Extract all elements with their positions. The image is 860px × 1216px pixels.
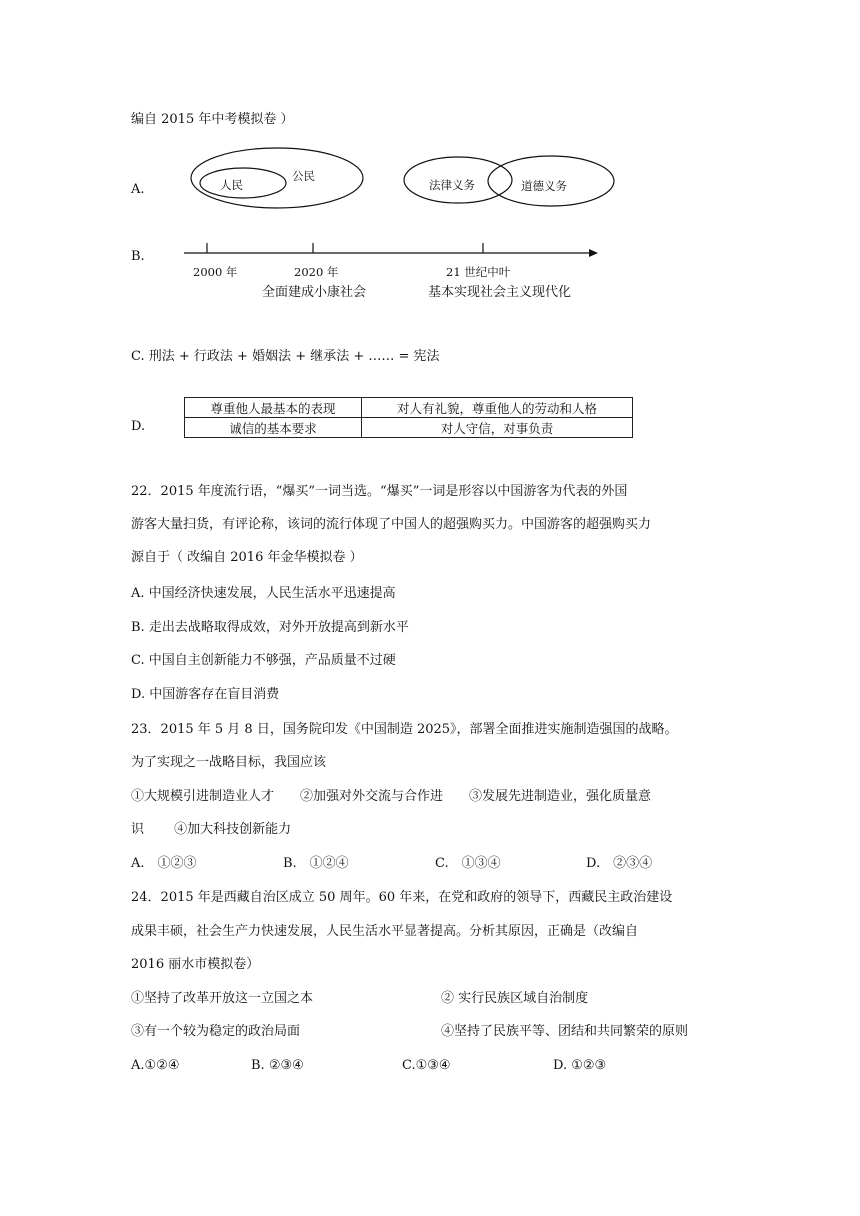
option-c-text: C. 刑法 + 行政法 + 婚姻法 + 继承法 + …… = 宪法 [131,349,440,364]
citizen-label: 公民 [292,169,315,183]
q24-choice-d: D. ①②③ [553,1058,607,1073]
q22-stem-line: 源自于（ 改编自 2016 年金华模拟卷 ） [131,550,363,565]
q21-source-line: 编自 2015 年中考模拟卷 ） [131,112,294,127]
timeline [0,230,860,270]
q22-stem-line: 22．2015 年度流行语，“爆买”一词当选。“爆买”一词是形容以中国游客为代表的外国 [131,484,628,499]
moral-duty-label: 道德义务 [521,179,567,193]
q24-item-2: ② 实行民族区域自治制度 [441,991,589,1006]
q23-choice-d: D. ②③④ [586,856,653,871]
tick-label-2020: 2020 年 [294,265,339,279]
q24-stem-line: 24．2015 年是西藏自治区成立 50 周年。60 年来，在党和政府的领导下，西藏民主政治建设 [131,890,673,905]
q23-choice-b: B. ①②④ [283,856,349,871]
option-b-label: B. [131,249,145,264]
option-a-label: A. [131,182,145,197]
q23-choice-c: C. ①③④ [435,856,501,871]
people-label: 人民 [220,178,243,192]
tick-label-2000: 2000 年 [193,265,238,279]
q22-option-a: A. 中国经济快速发展，人民生活水平迅速提高 [131,586,396,601]
q22-option-d: D. 中国游客存在盲目消费 [131,687,280,702]
q24-item-1: ①坚持了改革开放这一立国之本 [131,991,314,1006]
q24-choice-b: B. ②③④ [251,1058,304,1073]
goal-2-label: 基本实现社会主义现代化 [428,285,572,300]
q22-stem-line: 游客大量扫货，有评论称，该词的流行体现了中国人的超强购买力。中国游客的超强购买力 [131,517,652,532]
q23-choice-a: A. ①②③ [131,856,197,871]
goal-1-label: 全面建成小康社会 [262,285,367,300]
citizen-outer-circle [191,148,363,208]
q24-choice-a: A.①②④ [131,1058,180,1073]
q23-stem-line: 23．2015 年 5 月 8 日，国务院印发《中国制造 2025》，部署全面推进实施制造强国的战略。 [131,722,678,737]
table-cell: 对人有礼貌，尊重他人的劳动和人格 [362,398,633,418]
table-cell: 对人守信，对事负责 [362,418,633,438]
q23-items-line: ①大规模引进制造业人才 ②加强对外交流与合作进 ③发展先进制造业，强化质量意 [131,789,652,804]
tick-label-mid-century: 21 世纪中叶 [446,265,511,279]
timeline-arrow [589,249,598,257]
option-a-diagram [0,0,860,240]
option-d-label: D. [131,419,146,434]
q22-option-b: B. 走出去战略取得成效，对外开放提高到新水平 [131,620,409,635]
q24-stem-line: 成果丰硕，社会生产力快速发展，人民生活水平显著提高。分析其原因，正确是（改编自 [131,924,639,939]
q23-items-line: 识 ④加大科技创新能力 [131,822,292,837]
table-cell: 诚信的基本要求 [185,418,362,438]
legal-duty-label: 法律义务 [429,178,475,192]
q24-item-3: ③有一个较为稳定的政治局面 [131,1024,301,1039]
q23-stem-line: 为了实现之一战略目标，我国应该 [131,755,327,770]
q22-option-c: C. 中国自主创新能力不够强，产品质量不过硬 [131,653,396,668]
q24-item-4: ④坚持了民族平等、团结和共同繁荣的原则 [441,1024,689,1039]
q24-choice-c: C.①③④ [402,1058,451,1073]
table-row [185,398,633,418]
people-inner-circle [200,168,286,198]
table-cell: 尊重他人最基本的表现 [185,398,362,418]
option-d-table [184,397,633,438]
table-row [185,418,633,438]
q24-stem-line: 2016 丽水市模拟卷） [131,957,260,972]
